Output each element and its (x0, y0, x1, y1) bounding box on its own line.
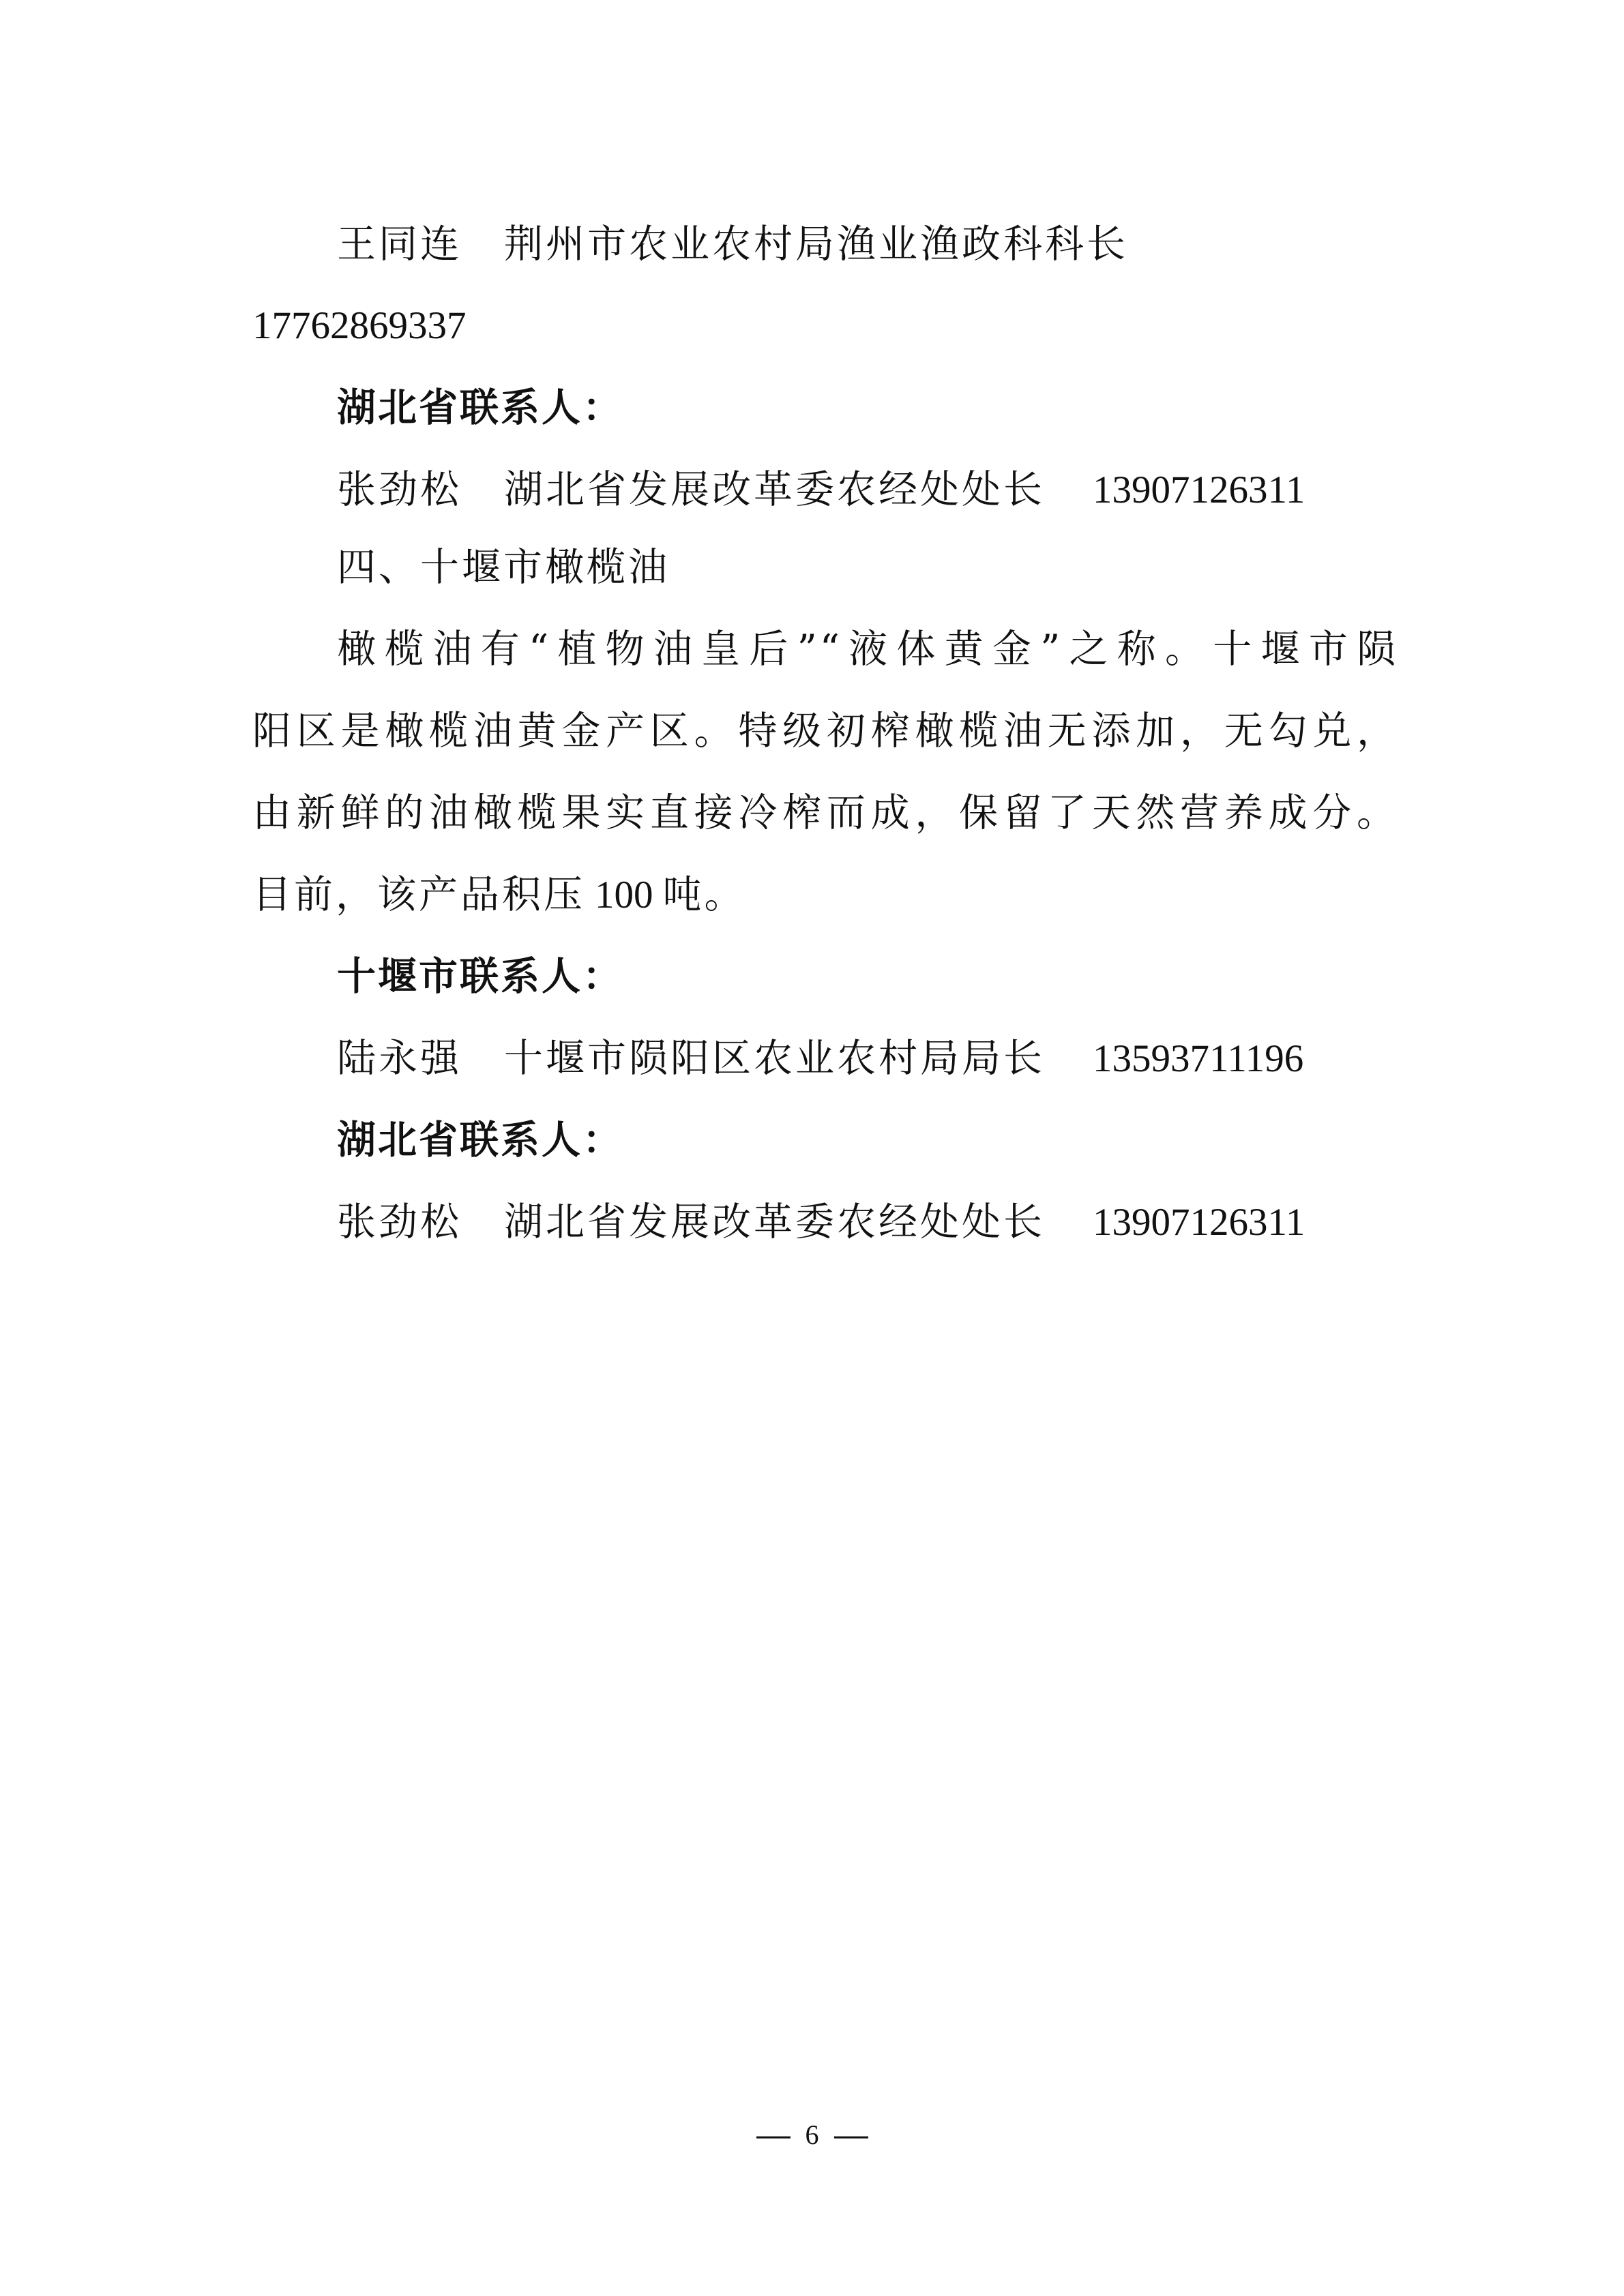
contact-title: 湖北省发展改革委农经处处长 (504, 467, 1045, 512)
contact-name: 张劲松 (337, 467, 462, 512)
contact-name: 陆永强 (337, 1036, 462, 1081)
contact-name: 张劲松 (337, 1199, 462, 1244)
contact-line-zhang-2 (337, 1195, 1483, 1250)
body-text-line-4 (252, 867, 1398, 923)
contact-line-wang (337, 217, 1483, 271)
contact-phone: 13907126311 (1093, 468, 1305, 511)
contact-heading-hubei-2: 湖北省联系人： (337, 1117, 623, 1163)
contact-heading-hubei-1: 湖北省联系人： (337, 385, 623, 430)
contact-title: 十堰市陨阳区农业农村局局长 (504, 1036, 1045, 1081)
body-text-suffix: 吨。 (662, 872, 746, 917)
page-number: 6 (805, 2119, 819, 2150)
page-footer (0, 2118, 1624, 2152)
contact-phone: 13593711196 (1093, 1037, 1304, 1080)
body-text-line-2: 阳区是橄榄油黄金产区。特级初榨橄榄油无添加，无勾兑， (252, 709, 1398, 754)
body-text-prefix: 目前，该产品积压 (252, 872, 585, 917)
contact-phone: 13907126311 (1093, 1201, 1305, 1244)
contact-line-lu (337, 1031, 1483, 1086)
contact-title: 荆州市农业农村局渔业渔政科科长 (504, 222, 1128, 267)
contact-phone-wang: 17762869337 (252, 304, 467, 347)
contact-title: 湖北省发展改革委农经处处长 (504, 1199, 1045, 1244)
contact-heading-shiyan: 十堰市联系人： (337, 953, 623, 999)
body-text-line-1: 橄榄油有“植物油皇后”“液体黄金”之称。十堰市陨 (337, 627, 1398, 672)
dash-right (834, 2136, 868, 2138)
contact-name: 王同连 (337, 222, 462, 267)
body-text-quantity: 100 (595, 874, 653, 916)
dash-left (756, 2136, 791, 2138)
section-heading-shiyan-olive-oil: 四、十堰市橄榄油 (337, 545, 670, 590)
contact-line-zhang-1 (337, 462, 1483, 518)
body-text-line-3: 由新鲜的油橄榄果实直接冷榨而成，保留了天然营养成分。 (252, 790, 1398, 835)
